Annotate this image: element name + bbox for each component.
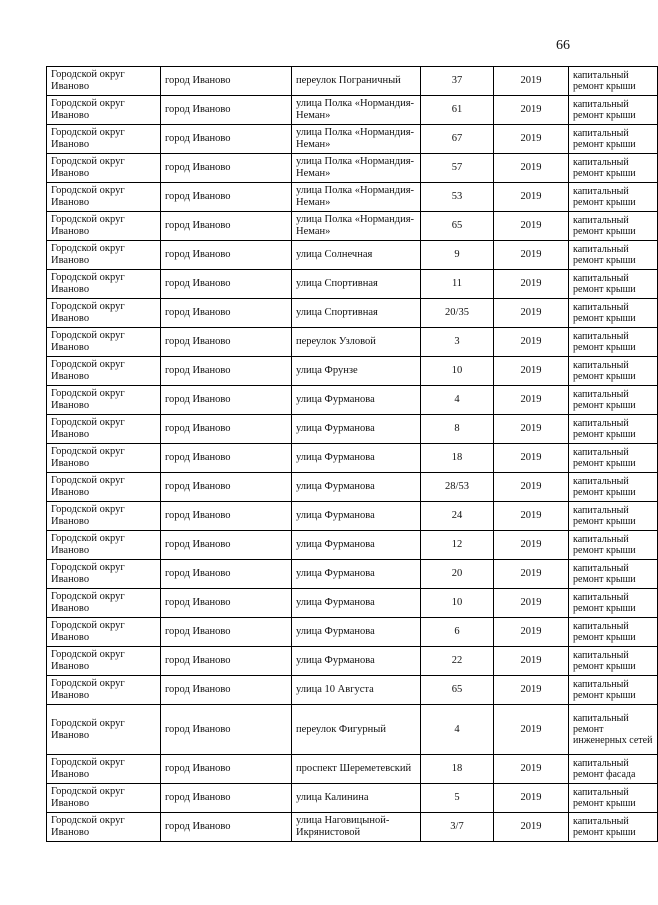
house-number-cell: 3 — [421, 328, 494, 357]
year-cell: 2019 — [494, 444, 569, 473]
repair-registry-table — [46, 66, 658, 842]
work-type-cell: капитальный ремонт крыши — [569, 560, 658, 589]
city-cell: город Иваново — [161, 502, 292, 531]
table-row — [47, 154, 658, 183]
house-number-cell: 12 — [421, 531, 494, 560]
district-cell: Городской округ Иваново — [47, 473, 161, 502]
year-cell: 2019 — [494, 647, 569, 676]
street-cell: улица Фурманова — [292, 386, 421, 415]
district-cell: Городской округ Иваново — [47, 241, 161, 270]
street-cell: улица 10 Августа — [292, 676, 421, 705]
city-cell: город Иваново — [161, 154, 292, 183]
table-row — [47, 212, 658, 241]
district-cell: Городской округ Иваново — [47, 784, 161, 813]
year-cell: 2019 — [494, 183, 569, 212]
city-cell: город Иваново — [161, 531, 292, 560]
year-cell: 2019 — [494, 560, 569, 589]
work-type-cell: капитальный ремонт крыши — [569, 813, 658, 842]
work-type-cell: капитальный ремонт крыши — [569, 444, 658, 473]
house-number-cell: 53 — [421, 183, 494, 212]
city-cell: город Иваново — [161, 386, 292, 415]
table-row — [47, 241, 658, 270]
year-cell: 2019 — [494, 386, 569, 415]
street-cell: переулок Фигурный — [292, 705, 421, 755]
city-cell: город Иваново — [161, 589, 292, 618]
work-type-cell: капитальный ремонт крыши — [569, 415, 658, 444]
year-cell: 2019 — [494, 415, 569, 444]
street-cell: улица Солнечная — [292, 241, 421, 270]
street-cell: улица Полка «Нормандия-Неман» — [292, 212, 421, 241]
street-cell: улица Фурманова — [292, 618, 421, 647]
house-number-cell: 37 — [421, 67, 494, 96]
street-cell: проспект Шереметевский — [292, 755, 421, 784]
table-row — [47, 96, 658, 125]
table-row — [47, 560, 658, 589]
street-cell: улица Фурманова — [292, 444, 421, 473]
table-row — [47, 531, 658, 560]
district-cell: Городской округ Иваново — [47, 589, 161, 618]
house-number-cell: 18 — [421, 755, 494, 784]
district-cell: Городской округ Иваново — [47, 444, 161, 473]
registry-body — [47, 67, 658, 842]
work-type-cell: капитальный ремонт крыши — [569, 299, 658, 328]
district-cell: Городской округ Иваново — [47, 618, 161, 647]
house-number-cell: 4 — [421, 386, 494, 415]
house-number-cell: 3/7 — [421, 813, 494, 842]
house-number-cell: 9 — [421, 241, 494, 270]
work-type-cell: капитальный ремонт крыши — [569, 212, 658, 241]
work-type-cell: капитальный ремонт инженерных сетей — [569, 705, 658, 755]
street-cell: улица Фурманова — [292, 560, 421, 589]
table-row — [47, 589, 658, 618]
work-type-cell: капитальный ремонт крыши — [569, 357, 658, 386]
city-cell: город Иваново — [161, 183, 292, 212]
year-cell: 2019 — [494, 784, 569, 813]
city-cell: город Иваново — [161, 96, 292, 125]
house-number-cell: 24 — [421, 502, 494, 531]
house-number-cell: 20/35 — [421, 299, 494, 328]
house-number-cell: 65 — [421, 212, 494, 241]
year-cell: 2019 — [494, 299, 569, 328]
house-number-cell: 20 — [421, 560, 494, 589]
work-type-cell: капитальный ремонт крыши — [569, 96, 658, 125]
table-row — [47, 755, 658, 784]
year-cell: 2019 — [494, 531, 569, 560]
district-cell: Городской округ Иваново — [47, 212, 161, 241]
work-type-cell: капитальный ремонт крыши — [569, 473, 658, 502]
city-cell: город Иваново — [161, 125, 292, 154]
street-cell: улица Фурманова — [292, 415, 421, 444]
table-row — [47, 647, 658, 676]
district-cell: Городской округ Иваново — [47, 560, 161, 589]
house-number-cell: 57 — [421, 154, 494, 183]
street-cell: переулок Узловой — [292, 328, 421, 357]
work-type-cell: капитальный ремонт крыши — [569, 154, 658, 183]
table-row — [47, 67, 658, 96]
district-cell: Городской округ Иваново — [47, 755, 161, 784]
year-cell: 2019 — [494, 705, 569, 755]
table-row — [47, 270, 658, 299]
table-row — [47, 813, 658, 842]
house-number-cell: 4 — [421, 705, 494, 755]
table-row — [47, 299, 658, 328]
house-number-cell: 6 — [421, 618, 494, 647]
city-cell: город Иваново — [161, 444, 292, 473]
street-cell: улица Фурманова — [292, 647, 421, 676]
street-cell: улица Фурманова — [292, 473, 421, 502]
house-number-cell: 22 — [421, 647, 494, 676]
city-cell: город Иваново — [161, 647, 292, 676]
street-cell: улица Фурманова — [292, 502, 421, 531]
work-type-cell: капитальный ремонт крыши — [569, 125, 658, 154]
district-cell: Городской округ Иваново — [47, 676, 161, 705]
year-cell: 2019 — [494, 755, 569, 784]
work-type-cell: капитальный ремонт крыши — [569, 502, 658, 531]
page-number: 66 — [556, 38, 570, 53]
house-number-cell: 5 — [421, 784, 494, 813]
city-cell: город Иваново — [161, 67, 292, 96]
street-cell: переулок Пограничный — [292, 67, 421, 96]
district-cell: Городской округ Иваново — [47, 328, 161, 357]
table-row — [47, 328, 658, 357]
district-cell: Городской округ Иваново — [47, 96, 161, 125]
city-cell: город Иваново — [161, 755, 292, 784]
district-cell: Городской округ Иваново — [47, 154, 161, 183]
city-cell: город Иваново — [161, 357, 292, 386]
city-cell: город Иваново — [161, 328, 292, 357]
district-cell: Городской округ Иваново — [47, 357, 161, 386]
table-row — [47, 125, 658, 154]
city-cell: город Иваново — [161, 784, 292, 813]
city-cell: город Иваново — [161, 270, 292, 299]
district-cell: Городской округ Иваново — [47, 183, 161, 212]
street-cell: улица Фурманова — [292, 531, 421, 560]
district-cell: Городской округ Иваново — [47, 502, 161, 531]
district-cell: Городской округ Иваново — [47, 67, 161, 96]
work-type-cell: капитальный ремонт крыши — [569, 183, 658, 212]
street-cell: улица Спортивная — [292, 270, 421, 299]
street-cell: улица Наговицыной-Икрянистовой — [292, 813, 421, 842]
house-number-cell: 28/53 — [421, 473, 494, 502]
city-cell: город Иваново — [161, 813, 292, 842]
street-cell: улица Фурманова — [292, 589, 421, 618]
year-cell: 2019 — [494, 813, 569, 842]
work-type-cell: капитальный ремонт крыши — [569, 589, 658, 618]
city-cell: город Иваново — [161, 299, 292, 328]
table-row — [47, 415, 658, 444]
year-cell: 2019 — [494, 589, 569, 618]
year-cell: 2019 — [494, 241, 569, 270]
street-cell: улица Калинина — [292, 784, 421, 813]
city-cell: город Иваново — [161, 560, 292, 589]
work-type-cell: капитальный ремонт крыши — [569, 328, 658, 357]
district-cell: Городской округ Иваново — [47, 386, 161, 415]
year-cell: 2019 — [494, 328, 569, 357]
house-number-cell: 10 — [421, 357, 494, 386]
year-cell: 2019 — [494, 618, 569, 647]
district-cell: Городской округ Иваново — [47, 813, 161, 842]
table-row — [47, 473, 658, 502]
table-row — [47, 183, 658, 212]
table-row — [47, 357, 658, 386]
district-cell: Городской округ Иваново — [47, 299, 161, 328]
house-number-cell: 61 — [421, 96, 494, 125]
city-cell: город Иваново — [161, 212, 292, 241]
work-type-cell: капитальный ремонт крыши — [569, 676, 658, 705]
work-type-cell: капитальный ремонт крыши — [569, 386, 658, 415]
district-cell: Городской округ Иваново — [47, 415, 161, 444]
house-number-cell: 65 — [421, 676, 494, 705]
year-cell: 2019 — [494, 67, 569, 96]
year-cell: 2019 — [494, 270, 569, 299]
table-row — [47, 386, 658, 415]
work-type-cell: капитальный ремонт крыши — [569, 270, 658, 299]
work-type-cell: капитальный ремонт крыши — [569, 241, 658, 270]
year-cell: 2019 — [494, 96, 569, 125]
street-cell: улица Фрунзе — [292, 357, 421, 386]
district-cell: Городской округ Иваново — [47, 125, 161, 154]
street-cell: улица Полка «Нормандия-Неман» — [292, 96, 421, 125]
table-row — [47, 502, 658, 531]
district-cell: Городской округ Иваново — [47, 270, 161, 299]
city-cell: город Иваново — [161, 415, 292, 444]
city-cell: город Иваново — [161, 473, 292, 502]
house-number-cell: 67 — [421, 125, 494, 154]
table-row — [47, 705, 658, 755]
year-cell: 2019 — [494, 125, 569, 154]
city-cell: город Иваново — [161, 618, 292, 647]
street-cell: улица Спортивная — [292, 299, 421, 328]
table-row — [47, 784, 658, 813]
house-number-cell: 8 — [421, 415, 494, 444]
work-type-cell: капитальный ремонт крыши — [569, 784, 658, 813]
house-number-cell: 10 — [421, 589, 494, 618]
work-type-cell: капитальный ремонт крыши — [569, 647, 658, 676]
city-cell: город Иваново — [161, 705, 292, 755]
street-cell: улица Полка «Нормандия-Неман» — [292, 125, 421, 154]
district-cell: Городской округ Иваново — [47, 531, 161, 560]
work-type-cell: капитальный ремонт крыши — [569, 531, 658, 560]
city-cell: город Иваново — [161, 676, 292, 705]
street-cell: улица Полка «Нормандия-Неман» — [292, 154, 421, 183]
district-cell: Городской округ Иваново — [47, 647, 161, 676]
year-cell: 2019 — [494, 676, 569, 705]
work-type-cell: капитальный ремонт крыши — [569, 618, 658, 647]
table-row — [47, 676, 658, 705]
year-cell: 2019 — [494, 212, 569, 241]
city-cell: город Иваново — [161, 241, 292, 270]
table-row — [47, 618, 658, 647]
work-type-cell: капитальный ремонт фасада — [569, 755, 658, 784]
table-row — [47, 444, 658, 473]
year-cell: 2019 — [494, 154, 569, 183]
work-type-cell: капитальный ремонт крыши — [569, 67, 658, 96]
house-number-cell: 11 — [421, 270, 494, 299]
year-cell: 2019 — [494, 502, 569, 531]
district-cell: Городской округ Иваново — [47, 705, 161, 755]
year-cell: 2019 — [494, 357, 569, 386]
house-number-cell: 18 — [421, 444, 494, 473]
year-cell: 2019 — [494, 473, 569, 502]
street-cell: улица Полка «Нормандия-Неман» — [292, 183, 421, 212]
